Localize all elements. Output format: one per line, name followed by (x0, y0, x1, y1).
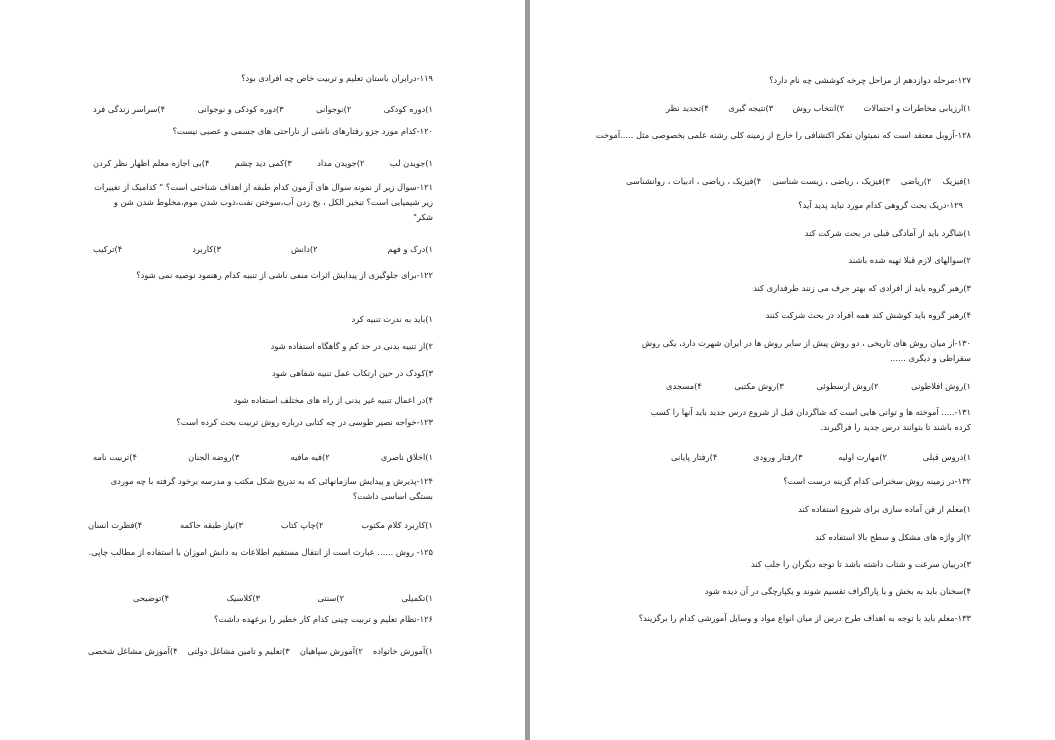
option-4[interactable]: ۴)ترکیب (93, 244, 123, 254)
question-119-options (93, 103, 433, 115)
question-126-options (88, 645, 433, 657)
question-119: ۱۱۹-درایران باستان تعلیم و تربیت خاص چه افرادی بود؟ (241, 73, 433, 83)
option-1[interactable]: ۱)درک و فهم (387, 244, 433, 254)
option-1[interactable]: ۱)ارزیابی مخاطرات و احتمالات (863, 103, 971, 113)
option-2[interactable]: ۲)چاپ کتاب (280, 520, 324, 530)
option-1[interactable]: ۱)دروس قبلی (922, 452, 971, 462)
question-132-option-2[interactable]: ۲)از واژه های مشکل و سطح بالا استفاده کند (815, 532, 971, 542)
option-3[interactable]: ۳)روش مکتبی (734, 381, 784, 391)
question-122: ۱۲۲-برای جلوگیری از پیدایش اثرات منفی ناشی از تنبیه کدام رهنمود توصیه نمی شود؟ (136, 270, 433, 280)
question-130-options (666, 380, 971, 392)
question-131: ۱۳۱-..... آموخته ها و توانی هایی است که شاگردان قبل از شروع درس جدید باید آنها را کسب کرده باشند تا بتوانند درس جدید را فراگیرند. (650, 407, 971, 432)
option-3[interactable]: ۳)کلاسیک (226, 593, 261, 603)
option-3[interactable]: ۳)کاربرد (192, 244, 221, 254)
option-2[interactable]: ۲)انتخاب روش (792, 103, 845, 113)
question-127: ۱۲۷-مرحله دوازدهم از مراحل چرخه کوششی چه نام دارد؟ (769, 75, 971, 85)
question-129: ۱۲۹-دریک بحث گروهی کدام مورد نباید پدید آید؟ (798, 200, 963, 210)
option-4[interactable]: ۴)فیزیک ، ریاضی ، ادبیات ، روانشناسی (626, 176, 762, 186)
option-1[interactable]: ۱)آموزش خانواده (372, 646, 433, 656)
option-1[interactable]: ۱)جویدن لب (389, 158, 433, 168)
option-3[interactable]: ۳)دوره کودکی و نوجوانی (197, 104, 284, 114)
right-page (530, 0, 1055, 740)
option-4[interactable]: ۴)رفتار پایانی (671, 452, 718, 462)
question-130: ۱۳۰-از میان روش های تاریخی ، دو روش پیش از سایر روش ها در ایران شهرت دارد، یکی روش سقراطی و دیگری ...... (641, 338, 971, 363)
question-129-option-2[interactable]: ۲)سوالهای لازم قبلا تهیه شده باشند (848, 255, 971, 265)
question-124: ۱۲۴-پذیرش و پیدایش سازمانهائی که به تدریج شکل مکتب و مدرسه برخود گرفته با چه موردی بستگی اساسی داشت؟ (110, 476, 433, 501)
question-128: ۱۲۸-آزوبل معتقد است که نمیتوان تفکر اکتشافی را خارج از زمینه کلی رشته علمی بخصوصی مثل .....آموخت (595, 130, 971, 140)
question-123: ۱۲۳-خواجه نصیر طوسی در چه کتابی درباره روش تربیت بحث کرده است؟ (176, 417, 433, 427)
question-122-option-4[interactable]: ۴)در اعمال تنبیه غیر بدنی از راه های مختلف استفاده شود (233, 395, 433, 405)
question-131-options (671, 451, 971, 463)
question-132-option-1[interactable]: ۱)معلم از فن آماده سازی برای شروع استفاده کند (798, 504, 971, 514)
question-132-option-4[interactable]: ۴)سخنان باید به بخش و یا پاراگراف تقسیم شوند و یکپارچگی در آن دیده شود (704, 586, 971, 596)
option-4[interactable]: ۴)مسجدی (666, 381, 702, 391)
question-129-option-3[interactable]: ۳)رهبر گروه باید از افرادی که بهتر حرف می زنند طرفداری کند (753, 283, 971, 293)
option-3[interactable]: ۳)نیاز طبقه حاکمه (180, 520, 243, 530)
option-3[interactable]: ۳)کمی دید چشم (234, 158, 292, 168)
option-3[interactable]: ۳)رفتار ورودی (752, 452, 803, 462)
question-129-option-4[interactable]: ۴)رهبر گروه باید کوشش کند همه افراد در بحث شرکت کنند (765, 310, 971, 320)
question-133: ۱۳۳-معلم باید با توجه به اهداف طرح درس از میان انواع مواد و وسایل آموزشی کدام را برگزیند؟ (638, 613, 971, 623)
option-4[interactable]: ۴)تجدید نظر (666, 103, 709, 113)
option-3[interactable]: ۳)تعلیم و تامین مشاغل دولتی (187, 646, 290, 656)
option-4[interactable]: ۴)بی اجازه معلم اظهار نظر کردن (93, 158, 210, 168)
option-2[interactable]: ۲)فیه مافیه (290, 452, 330, 462)
question-122-option-2[interactable]: ۲)از تنبیه بدنی در حد کم و گاهگاه استفاده شود (270, 341, 433, 351)
question-128-options (626, 175, 971, 187)
option-1[interactable]: ۱)کاربرد کلام مکتوب (361, 520, 433, 530)
question-129-option-1[interactable]: ۱)شاگرد باید از آمادگی قبلی در بحث شرکت کند (804, 228, 971, 238)
option-2[interactable]: ۲)سنتی (317, 593, 345, 603)
option-3[interactable]: ۳)روضه الجنان (188, 452, 240, 462)
question-123-options (93, 451, 433, 463)
question-122-option-1[interactable]: ۱)باید به ندرت تنبیه کرد (351, 314, 433, 324)
option-1[interactable]: ۱)فیزیک (942, 176, 971, 186)
option-4[interactable]: ۴)آموزش مشاغل شخصی (88, 646, 178, 656)
option-2[interactable]: ۲)نوجوانی (316, 104, 352, 114)
question-121-options (93, 243, 433, 255)
question-132-option-3[interactable]: ۳)دربیان سرعت و شتاب داشته باشد تا توجه دیگران را جلب کند (750, 559, 971, 569)
option-2[interactable]: ۲)روش ارسطوئی (816, 381, 879, 391)
question-124-options (88, 519, 433, 531)
option-1[interactable]: ۱)روش افلاطونی (911, 381, 971, 391)
option-2[interactable]: ۲)آموزش سپاهیان (299, 646, 363, 656)
option-2[interactable]: ۲)مهارت اولیه (838, 452, 887, 462)
option-4[interactable]: ۴)سراسر زندگی فرد (93, 104, 166, 114)
question-122-option-3[interactable]: ۳)کودک در حین ارتکاب عمل تنبیه شفاهی شود (272, 368, 433, 378)
option-3[interactable]: ۳)نتیجه گیری (728, 103, 774, 113)
question-120: ۱۲۰-کدام مورد جزو رفتارهای ناشی از ناراحتی های جسمی و عصبی نیست؟ (172, 126, 433, 136)
option-3[interactable]: ۳)فیزیک ، ریاضی ، زیست شناسی (772, 176, 890, 186)
question-125-options (133, 592, 433, 604)
left-page (0, 0, 525, 740)
option-2[interactable]: ۲)دانش (290, 244, 318, 254)
option-4[interactable]: ۴)فطرت انسان (88, 520, 143, 530)
option-2[interactable]: ۲)جویدن مداد (317, 158, 365, 168)
option-1[interactable]: ۱)دوره کودکی (383, 104, 433, 114)
option-1[interactable]: ۱)تکمیلی (401, 593, 433, 603)
question-120-options (93, 157, 433, 169)
option-4[interactable]: ۴)تربیت نامه (93, 452, 137, 462)
question-121: ۱۲۱-سوال زیر از نمونه سوال های آزمون کدام طبقه از اهداف شناختی است؟ " کدامیک از تغییرات زیر شیمیایی است؟ تبخیر الکل ، یخ زدن آب،سوختن نفت،ذوب شدن موم،مخلوط شدن شن و شکر" (94, 182, 433, 222)
option-1[interactable]: ۱)اخلاق ناصری (380, 452, 433, 462)
question-126: ۱۲۶-نظام تعلیم و تربیت چینی کدام کار خطیر را برعهده داشت؟ (214, 614, 433, 624)
option-2[interactable]: ۲)ریاضی (900, 176, 932, 186)
question-127-options (666, 102, 971, 114)
option-4[interactable]: ۴)توضیحی (133, 593, 170, 603)
question-125: ۱۲۵- روش ...... عبارت است از انتقال مستقیم اطلاعات به دانش اموزان با استفاده از مطالب چاپی. (88, 547, 433, 557)
question-132: ۱۳۲-در زمینه روش سخنرانی کدام گزینه درست است؟ (783, 476, 971, 486)
